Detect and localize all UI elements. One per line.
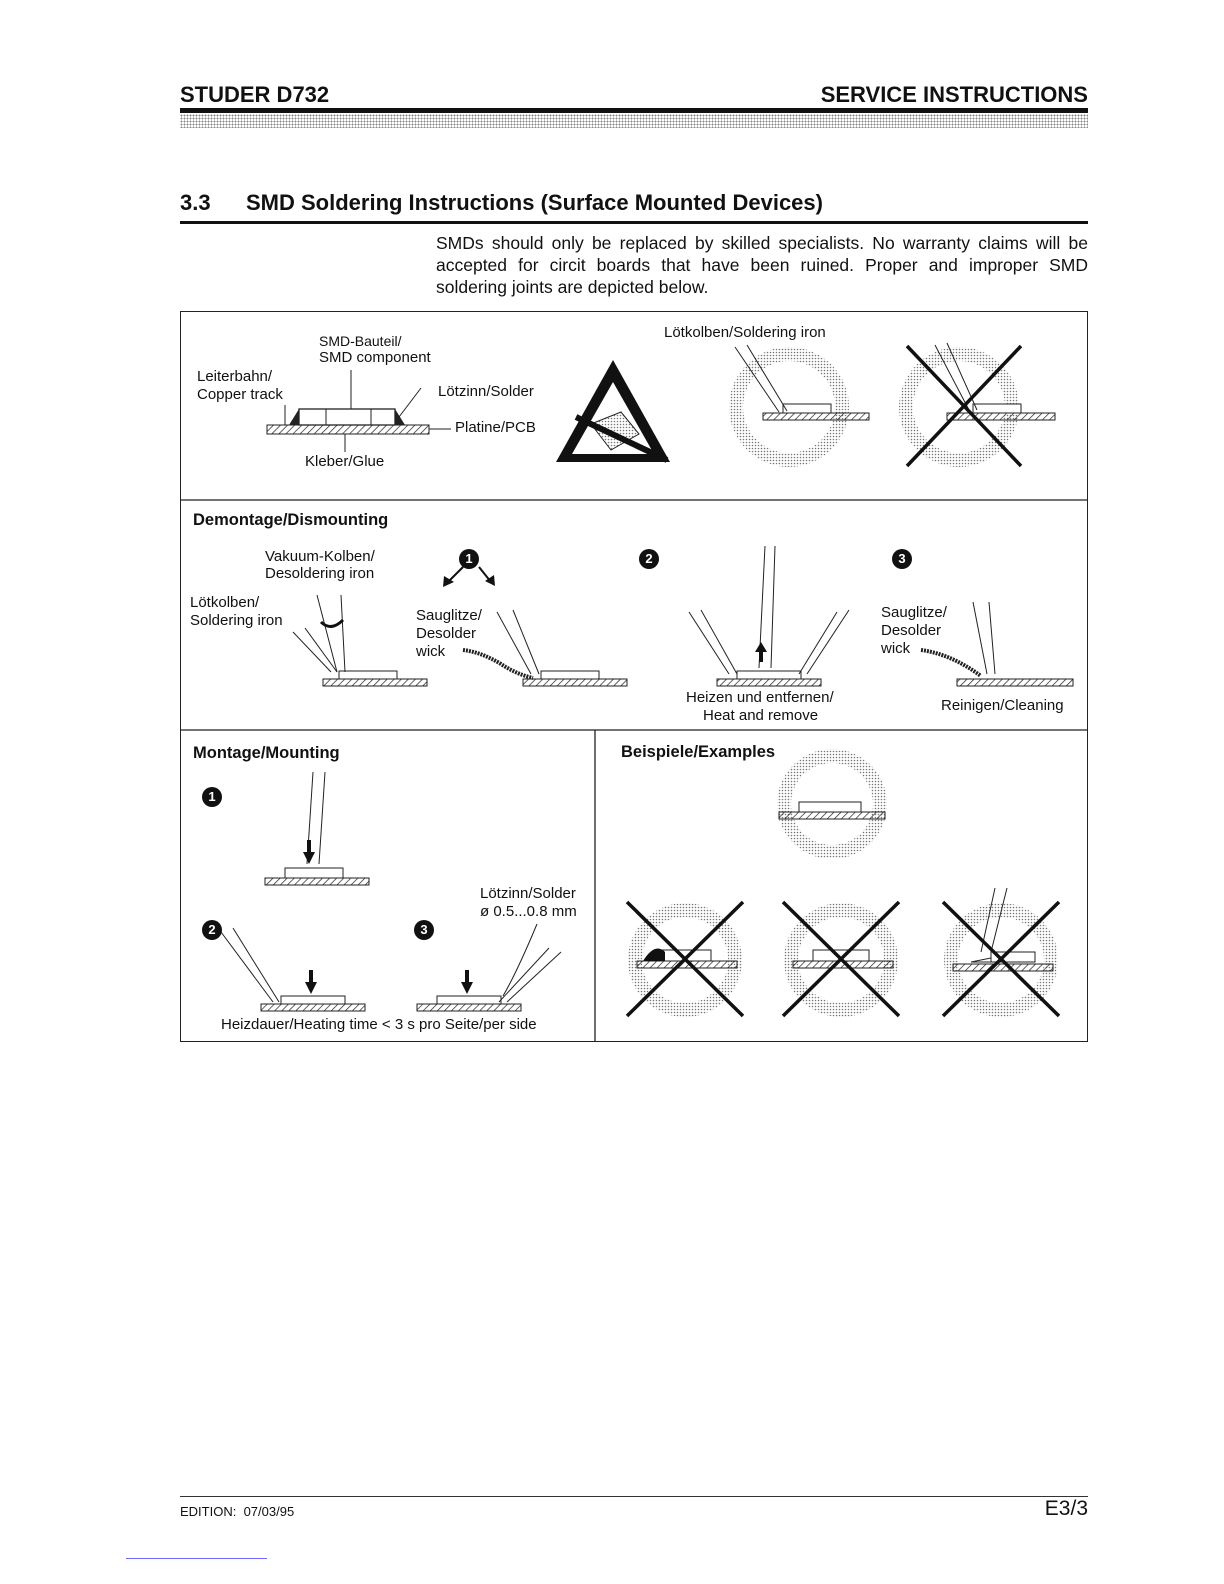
section-title xyxy=(180,190,823,216)
label-vacuum-2: Desoldering iron xyxy=(265,565,375,582)
dismount-step-2-badge: 2 xyxy=(639,549,659,569)
section-rule xyxy=(180,221,1088,224)
label-mount-solder-1: Lötzinn/Solder xyxy=(480,885,576,902)
label-solder: Lötzinn/Solder xyxy=(438,383,534,400)
label-glue: Kleber/Glue xyxy=(305,453,385,470)
label-wick-1: Sauglitze/ xyxy=(416,607,482,624)
label-smd-component-2: SMD component xyxy=(319,349,431,366)
section-title-text: SMD Soldering Instructions (Surface Mounted Devices) xyxy=(246,190,823,215)
label-copper-track-1: Leiterbahn/ xyxy=(197,368,273,385)
good-solder-example xyxy=(735,345,869,460)
label-smd-component-1: SMD-Bauteil/ xyxy=(319,333,402,349)
dismount-scene-1 xyxy=(293,595,427,686)
label-wick-3: wick xyxy=(416,643,446,660)
smd-cross-section xyxy=(267,370,451,452)
label-wick3-3: wick xyxy=(881,640,911,657)
mount-step-3 xyxy=(417,924,561,1011)
label-copper-track-2: Copper track xyxy=(197,386,283,403)
label-mount-solder-2: ø 0.5...0.8 mm xyxy=(480,903,577,920)
example-good xyxy=(779,756,885,852)
label-cleaning: Reinigen/Cleaning xyxy=(941,697,1064,714)
dismount-step-3-badge: 3 xyxy=(892,549,912,569)
mount-title: Montage/Mounting xyxy=(193,744,340,762)
label-iron-2: Soldering iron xyxy=(190,612,283,629)
label-wick-2: Desolder xyxy=(416,625,477,642)
mount-step-1-badge: 1 xyxy=(202,787,222,807)
footnote-link-line xyxy=(126,1558,267,1559)
figure-drawing xyxy=(181,312,1087,1041)
header-dotted-band xyxy=(180,114,1088,128)
mount-step-1 xyxy=(265,772,369,885)
dismount-title: Demontage/Dismounting xyxy=(193,511,389,529)
label-vacuum-1: Vakuum-Kolben/ xyxy=(265,548,375,565)
label-wick3-1: Sauglitze/ xyxy=(881,604,947,621)
header-left: STUDER D732 xyxy=(180,82,330,107)
footer-edition-date: 07/03/95 xyxy=(243,1504,295,1519)
step1-arrows xyxy=(443,567,495,587)
footer-rule xyxy=(180,1496,1088,1497)
label-iron-1: Lötkolben/ xyxy=(190,594,260,611)
example-bad-1 xyxy=(627,902,743,1016)
header-rule xyxy=(180,108,1088,113)
mount-step-2 xyxy=(221,928,365,1011)
label-heat-2: Heat and remove xyxy=(703,707,819,724)
label-wick3-2: Desolder xyxy=(881,622,942,639)
label-soldering-iron: Lötkolben/Soldering iron xyxy=(664,324,826,341)
footer-page-number: E3/3 xyxy=(1044,1497,1088,1520)
footer-edition-label: EDITION: xyxy=(180,1504,237,1519)
dismount-scene-wick xyxy=(463,610,627,686)
bad-solder-example xyxy=(906,343,1055,466)
intro-paragraph: SMDs should only be replaced by skilled specialists. No warranty claims will be accepted for circit boards that have been ruined. Proper and improper SMD soldering joints are depicted below. xyxy=(436,233,1088,297)
mount-step-3-badge: 3 xyxy=(414,920,434,940)
section-number: 3.3 xyxy=(180,190,211,215)
label-heat-1: Heizen und entfernen/ xyxy=(686,689,834,706)
examples-title: Beispiele/Examples xyxy=(621,743,776,761)
header-right: SERVICE INSTRUCTIONS xyxy=(820,82,1088,107)
example-bad-3 xyxy=(943,888,1059,1016)
dismount-step-1-badge: 1 xyxy=(459,549,479,569)
label-pcb: Platine/PCB xyxy=(455,419,536,436)
label-heating-time: Heizdauer/Heating time < 3 s pro Seite/per side xyxy=(221,1016,537,1033)
footer-edition xyxy=(180,1504,294,1519)
dismount-scene-2 xyxy=(689,546,849,686)
mount-step-2-badge: 2 xyxy=(202,920,222,940)
esd-warning-icon xyxy=(556,360,670,462)
example-bad-2 xyxy=(783,902,899,1016)
figure-box xyxy=(180,311,1088,1042)
